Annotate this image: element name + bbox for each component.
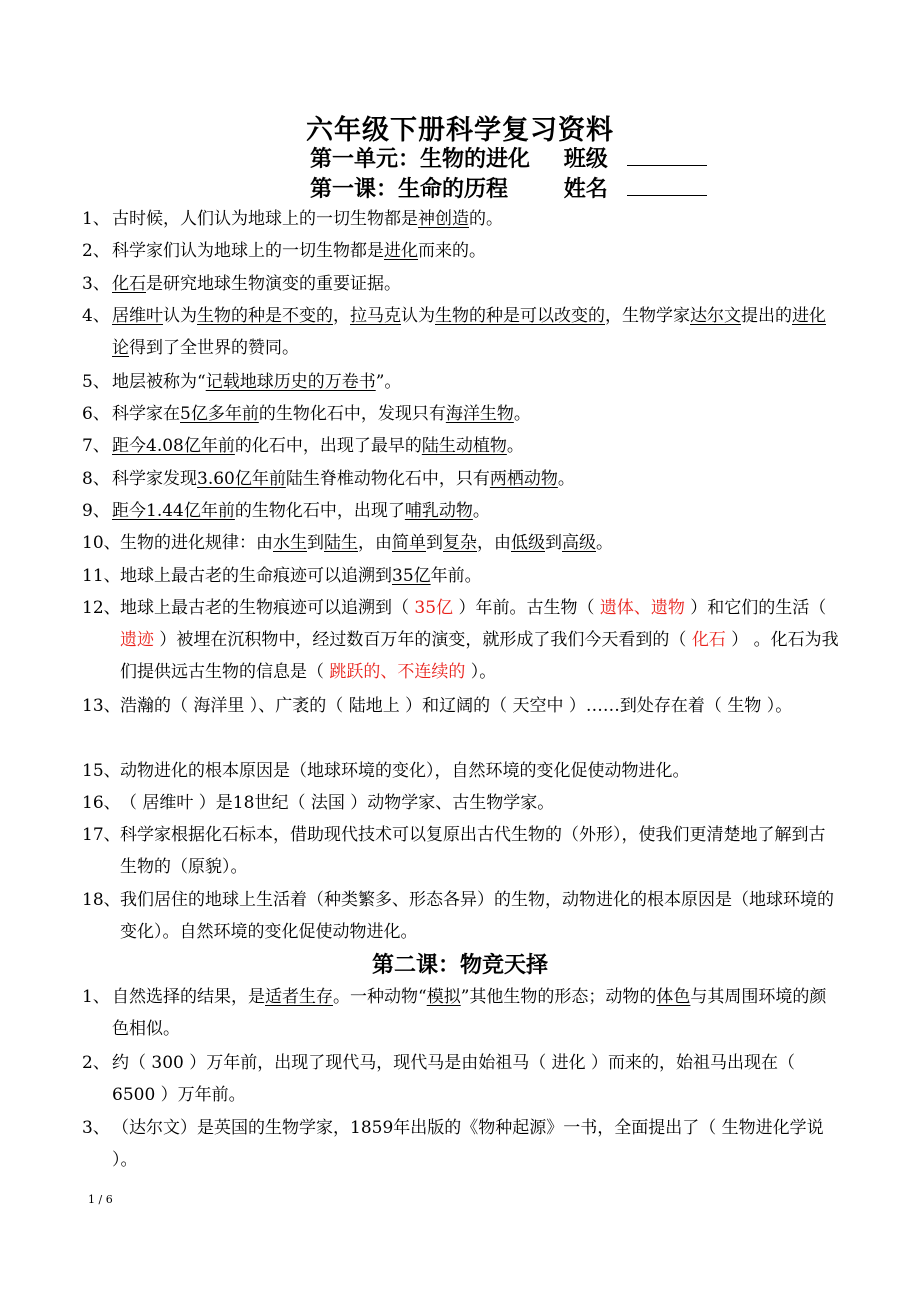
text-segment: ）被埋在沉积物中，经过数百万年的演变，就形成了我们今天看到的（ [154, 630, 692, 650]
text-segment: 的生物化石中，出现了 [234, 501, 405, 521]
answer-underlined: 居维叶 [112, 306, 163, 326]
text-segment: 的化石中，出现了最早的 [234, 436, 422, 456]
answer-underlined: 复杂 [443, 533, 477, 553]
unit-title: 第一单元：生物的进化 [310, 146, 531, 172]
name-blank[interactable] [627, 177, 707, 196]
item-number: 18、 [82, 890, 121, 910]
answer-underlined: 神创造 [418, 209, 469, 229]
item-number: 4、 [82, 306, 110, 326]
list-item [82, 203, 842, 235]
answer-underlined: 模拟 [426, 987, 461, 1007]
answer-underlined: 适者生存 [265, 987, 333, 1007]
text-segment: 约（ 300 ）万年前，出现了现代马，现代马是由始祖马（ 进化 ）而来的，始祖马出现在（ 6500 ）万年前。 [112, 1053, 796, 1105]
answer-underlined: 水生 [273, 533, 307, 553]
answer-underlined: 距今1.44亿年前 [112, 501, 235, 521]
text-segment: 科学家发现 [112, 469, 197, 489]
text-segment: 的。 [469, 209, 503, 229]
list-item [82, 755, 842, 787]
item-number: 8、 [82, 469, 110, 489]
item-text [82, 1047, 842, 1111]
answer-red: 遗迹 [120, 630, 154, 650]
text-segment: 得到了全世界的赞同。 [129, 338, 299, 358]
answer-red: 遗体、遗物 [599, 598, 685, 618]
text-segment: 自然选择的结果，是 [112, 987, 265, 1007]
item-number: 7、 [82, 436, 110, 456]
item-text [82, 430, 842, 462]
answer-underlined: 进化论 [112, 306, 826, 358]
class-label: 班级 [563, 146, 608, 172]
answer-underlined: 达尔文 [690, 306, 741, 326]
item-text [82, 495, 842, 527]
item-number: 17、 [82, 825, 121, 845]
lesson1-line [310, 172, 707, 203]
class-blank[interactable] [627, 147, 707, 166]
text-segment: 。 [513, 404, 531, 424]
item-text [82, 463, 842, 495]
answer-underlined: 哺乳动物 [404, 501, 473, 521]
answer-underlined: 低级 [511, 533, 545, 553]
item-number: 2、 [82, 241, 110, 261]
text-segment: ）和它们的生活（ [684, 598, 827, 618]
item-text [82, 981, 842, 1045]
answer-underlined: 5亿多年前 [180, 404, 259, 424]
answer-underlined: 陆生 [324, 533, 358, 553]
answer-red: 化石 [691, 630, 726, 650]
answer-underlined: 简单 [392, 533, 426, 553]
text-segment: 科学家们认为地球上的一切生物都是 [112, 241, 384, 261]
item-text [82, 366, 842, 398]
text-segment: 浩瀚的（ 海洋里 ）、广袤的（ 陆地上 ）和辽阔的（ 天空中 ）……到处存在着（ 生物 ）。 [120, 696, 793, 716]
answer-underlined: 体色 [656, 987, 691, 1007]
text-segment: 。 [506, 436, 524, 456]
text-segment: 提出的 [741, 306, 792, 326]
list-item [82, 690, 842, 722]
item-text [82, 884, 842, 948]
item-text [82, 560, 842, 592]
list-item [82, 527, 842, 559]
list-item [82, 884, 842, 948]
answer-underlined: 3.60亿年前 [197, 469, 286, 489]
list-item [82, 981, 842, 1045]
item-text [82, 268, 842, 300]
list-item [82, 592, 842, 688]
item-text [82, 592, 842, 688]
answer-underlined: 距今4.08亿年前 [112, 436, 235, 456]
text-segment: 而来的。 [418, 241, 486, 261]
answer-underlined: 高级 [562, 533, 596, 553]
unit-line [310, 142, 707, 173]
item-text [82, 819, 842, 883]
text-segment: 。一种动物“ [333, 987, 427, 1007]
text-segment: ， [333, 306, 350, 326]
text-segment: ，由 [358, 533, 392, 553]
list-item [82, 366, 842, 398]
item-number: 5、 [82, 372, 110, 392]
text-segment: 。 [557, 469, 575, 489]
text-segment: 认为 [401, 306, 435, 326]
list-item [82, 398, 842, 430]
item-text [82, 527, 842, 559]
text-segment: 科学家在 [112, 404, 180, 424]
answer-underlined: 陆生动植物 [421, 436, 507, 456]
text-segment: 生物的进化规律：由 [120, 533, 273, 553]
list-item [82, 787, 842, 819]
answer-underlined: 化石 [112, 274, 146, 294]
item-number: 13、 [82, 696, 121, 716]
text-segment: （ 居维叶 ）是18世纪（ 法国 ）动物学家、古生物学家。 [120, 793, 555, 813]
answer-underlined: 记载地球历史的万卷书 [205, 372, 376, 392]
text-segment: ，生物学家 [605, 306, 690, 326]
text-segment: 到 [307, 533, 324, 553]
text-segment: 。 [596, 533, 613, 553]
text-segment: 动物进化的根本原因是（地球环境的变化），自然环境的变化促使动物进化。 [120, 761, 690, 781]
answer-underlined: 进化 [384, 241, 418, 261]
item-text [82, 690, 842, 722]
text-segment: 与其周围环境的颜色相似。 [112, 987, 827, 1039]
list-item [82, 268, 842, 300]
text-segment: 陆生脊椎动物化石中，只有 [285, 469, 490, 489]
answer-underlined: 生物的种是不变的 [197, 306, 333, 326]
item-text [82, 300, 842, 364]
text-segment: 到 [545, 533, 562, 553]
answer-underlined: 拉马克 [350, 306, 401, 326]
answer-underlined: 海洋生物 [445, 404, 514, 424]
text-segment: ，由 [477, 533, 511, 553]
text-segment: 是研究地球生物演变的重要证据。 [146, 274, 401, 294]
item-number: 16、 [82, 793, 121, 813]
text-segment: ”其他生物的形态；动物的 [460, 987, 657, 1007]
list-item [82, 560, 842, 592]
lesson2-title: 第二课：物竞天择 [371, 952, 548, 978]
text-segment: ）。 [465, 662, 497, 682]
answer-underlined: 生物的种是可以改变的 [435, 306, 605, 326]
item-number: 12、 [82, 598, 121, 618]
name-label: 姓名 [563, 176, 608, 202]
page-number: 1 / 6 [88, 1193, 113, 1206]
answer-red: 跳跃的、不连续的 [329, 662, 466, 682]
text-segment: （达尔文）是英国的生物学家，1859年出版的《物种起源》一书，全面提出了（ 生物进化学说 ）。 [112, 1118, 824, 1170]
item-number: 3、 [82, 274, 110, 294]
text-segment: 我们居住的地球上生活着（种类繁多、形态各异）的生物，动物进化的根本原因是（地球环境的变化）。自然环境的变化促使动物进化。 [120, 890, 834, 942]
item-number: 3、 [82, 1118, 110, 1138]
lesson1-title: 第一课：生命的历程 [310, 176, 509, 202]
text-segment: 古时候，人们认为地球上的一切生物都是 [112, 209, 418, 229]
item-number: 1、 [82, 209, 110, 229]
text-segment: 地层被称为“ [112, 372, 206, 392]
item-text [82, 755, 842, 787]
text-segment: 的生物化石中，发现只有 [258, 404, 446, 424]
item-number: 1、 [82, 987, 110, 1007]
answer-underlined: 两栖动物 [489, 469, 558, 489]
text-segment: 地球上最古老的生物痕迹可以追溯到（ [120, 598, 415, 618]
text-segment: 认为 [163, 306, 197, 326]
item-text [82, 1112, 842, 1176]
list-item [82, 463, 842, 495]
text-segment: 科学家根据化石标本，借助现代技术可以复原出古代生物的（外形），使我们更清楚地了解到古生物的（原貌）。 [120, 825, 826, 877]
list-item [82, 1047, 842, 1111]
list-item [82, 819, 842, 883]
list-item [82, 1112, 842, 1176]
item-number: 6、 [82, 404, 110, 424]
list-item [82, 430, 842, 462]
text-segment: 地球上最古老的生命痕迹可以追溯到 [120, 566, 392, 586]
item-number: 10、 [82, 533, 121, 553]
page-title: 六年级下册科学复习资料 [306, 115, 614, 146]
list-item [82, 235, 842, 267]
answer-underlined: 35亿 [392, 566, 431, 586]
list-item [82, 300, 842, 364]
item-text [82, 203, 842, 235]
text-segment: 到 [426, 533, 443, 553]
item-number: 2、 [82, 1053, 110, 1073]
text-segment: ）年前。古生物（ [453, 598, 600, 618]
item-text [82, 787, 842, 819]
text-segment: ） 。化石为我们提供远古生物的信息是（ [120, 630, 839, 682]
list-item [82, 495, 842, 527]
item-number: 11、 [82, 566, 121, 586]
item-text [82, 235, 842, 267]
item-text [82, 398, 842, 430]
text-segment: 。 [472, 501, 490, 521]
answer-red: 35亿 [414, 598, 454, 618]
item-number: 9、 [82, 501, 110, 521]
text-segment: 年前。 [430, 566, 482, 586]
text-segment: ”。 [375, 372, 402, 392]
item-number: 15、 [82, 761, 121, 781]
